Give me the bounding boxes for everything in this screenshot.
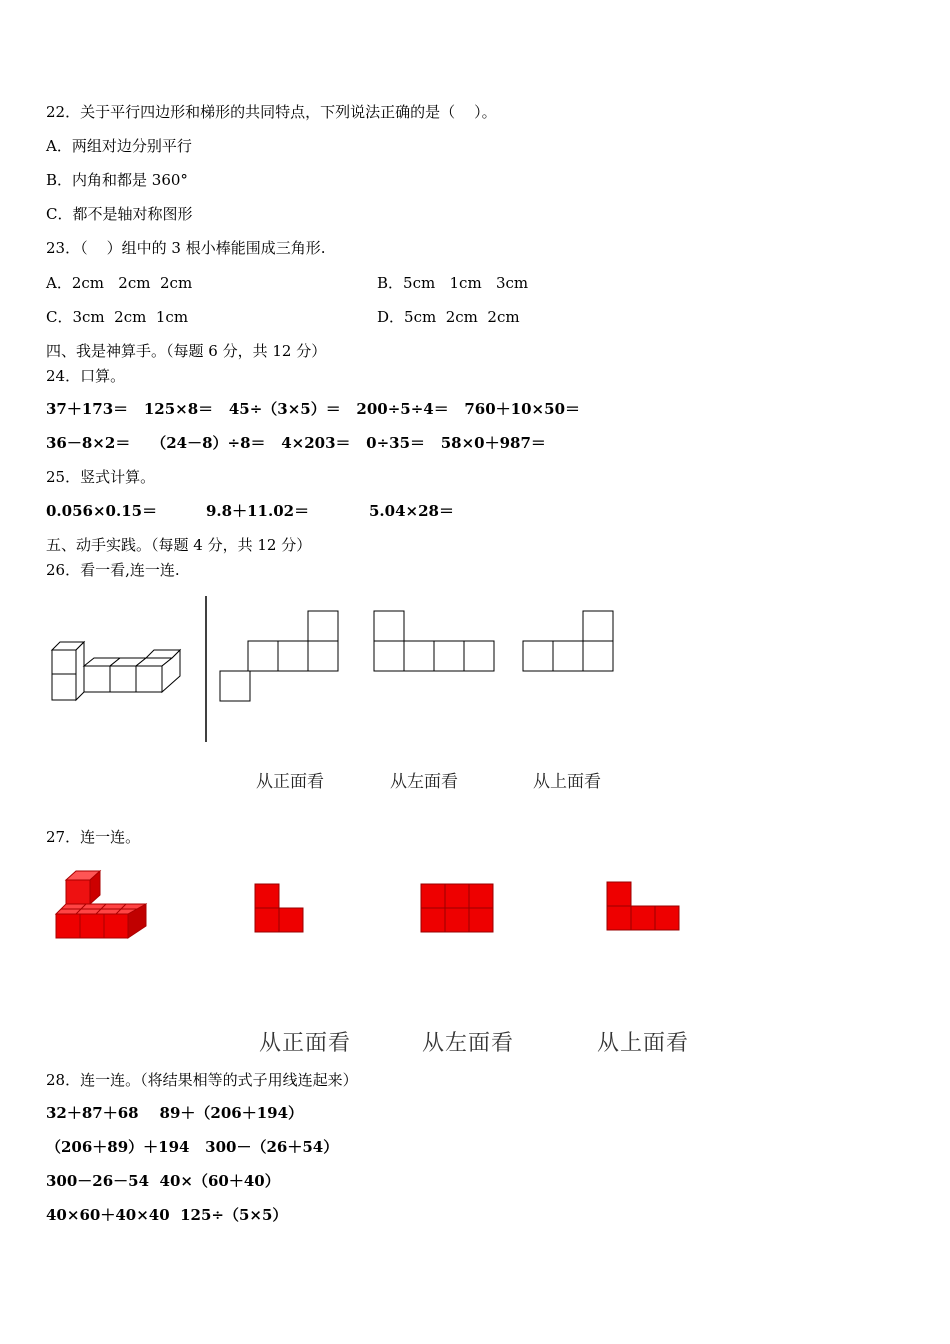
q28-stem: 28．连一连。（将结果相等的式子用线连起来）: [46, 1071, 358, 1089]
section-4-heading: 四、我是神算手。（每题 6 分，共 12 分）: [46, 342, 327, 360]
q22-option-a: A．两组对边分别平行: [46, 137, 192, 155]
q24-stem: 24．口算。: [46, 367, 126, 385]
q24-row-2: 36－8×2＝ （24－8）÷8＝ 4×203＝ 0÷35＝ 58×0＋987＝: [46, 434, 546, 452]
q23-option-d: D．5cm 2cm 2cm: [377, 308, 520, 326]
q25-expr-3: 5.04×28＝: [369, 502, 454, 520]
q25-expr-1: 0.056×0.15＝: [46, 502, 158, 520]
q23-stem: 23．（ ）组中的 3 根小棒能围成三角形.: [46, 239, 326, 257]
q27-label-left: 从左面看: [422, 1031, 515, 1056]
q22-option-c: C．都不是轴对称图形: [46, 205, 193, 223]
q26-divider: [204, 596, 208, 742]
q26-view-grid-1: [219, 610, 341, 703]
q27-stem: 27．连一连。: [46, 828, 141, 846]
q28-row-3: 300－26－54 40×（60＋40）: [46, 1172, 280, 1190]
q23-option-c: C．3cm 2cm 1cm: [46, 308, 189, 326]
q23-option-a: A．2cm 2cm 2cm: [46, 274, 193, 292]
q27-label-front: 从正面看: [259, 1031, 352, 1056]
q26-label-front: 从正面看: [256, 772, 324, 792]
q28-row-2: （206＋89）＋194 300－（26＋54）: [46, 1138, 339, 1156]
q25-expr-2: 9.8＋11.02＝: [206, 502, 310, 520]
q24-row-1: 37＋173＝ 125×8＝ 45÷（3×5）＝ 200÷5÷4＝ 760＋10×50＝: [46, 400, 581, 418]
q27-red-cube-solid: [52, 868, 152, 942]
q26-cube-solid: [48, 636, 188, 706]
q26-label-left: 从左面看: [390, 772, 458, 792]
q26-view-grid-3: [522, 610, 617, 673]
q28-row-1: 32＋87＋68 89＋（206＋194）: [46, 1104, 304, 1122]
q22-stem: 22．关于平行四边形和梯形的共同特点，下列说法正确的是（ ）。: [46, 103, 497, 121]
q25-stem: 25．竖式计算。: [46, 468, 156, 486]
q28-row-4: 40×60＋40×40 125÷（5×5）: [46, 1206, 288, 1224]
q27-view-red-3: [605, 880, 683, 934]
q26-stem: 26．看一看,连一连.: [46, 561, 180, 579]
section-5-heading: 五、动手实践。（每题 4 分，共 12 分）: [46, 536, 312, 554]
q27-view-red-2: [419, 882, 497, 936]
q27-view-red-1: [253, 882, 307, 936]
q27-label-top: 从上面看: [597, 1031, 690, 1056]
q23-option-b: B．5cm 1cm 3cm: [377, 274, 529, 292]
q26-view-grid-2: [373, 610, 498, 673]
q26-label-top: 从上面看: [533, 772, 601, 792]
q22-option-b: B．内角和都是 360°: [46, 171, 188, 189]
